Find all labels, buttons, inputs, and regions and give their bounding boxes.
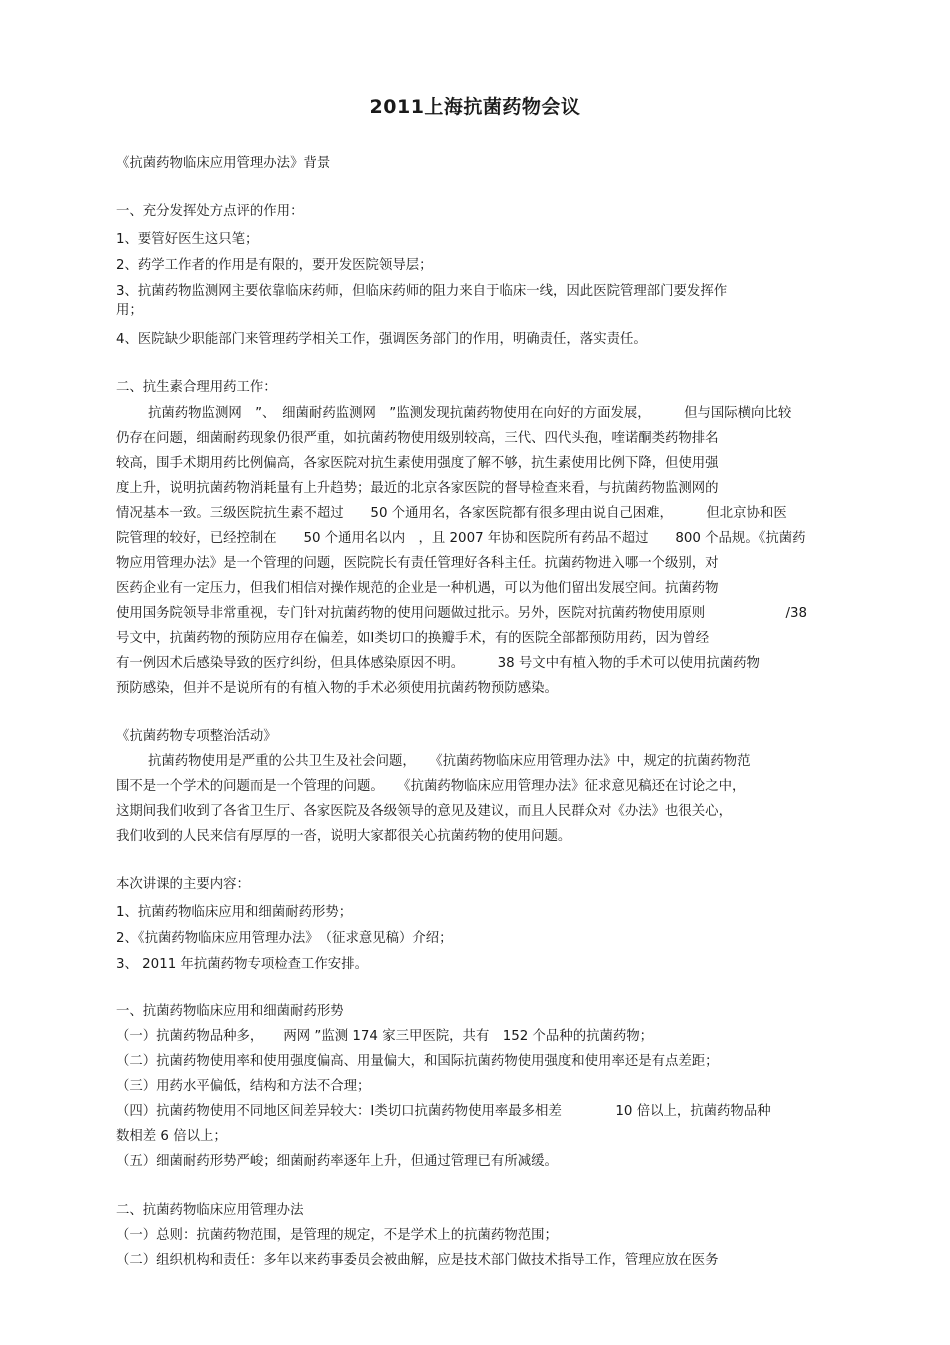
text-line: 2、药学工作者的作用是有限的，要开发医院领导层；: [116, 258, 433, 273]
text-line: 一、充分发挥处方点评的作用：: [116, 204, 304, 219]
text-line: 二、抗菌药物临床应用管理办法: [116, 1203, 304, 1218]
text-line: 1、抗菌药物临床应用和细菌耐药形势；: [116, 905, 353, 920]
text-line: 一、抗菌药物临床应用和细菌耐药形势: [116, 1004, 344, 1019]
text-line: 使用国务院领导非常重视，专门针对抗菌药物的使用问题做过批示。另外，医院对抗菌药物使用原则 /38: [116, 606, 808, 621]
text-line: （三）用药水平偏低，结构和方法不合理；: [116, 1079, 371, 1094]
text-line: 我们收到的人民来信有厚厚的一沓，说明大家都很关心抗菌药物的使用问题。: [116, 829, 572, 844]
text-line: 用；: [116, 303, 143, 318]
text-line: （一）抗菌药物品种多， 两网 ”监测 174 家三甲医院，共有 152 个品种的抗菌药物；: [116, 1029, 654, 1044]
text-line: 数相差 6 倍以上；: [116, 1129, 227, 1144]
text-line: （五）细菌耐药形势严峻；细菌耐药率逐年上升，但通过管理已有所减缓。: [116, 1154, 558, 1169]
text-line: 这期间我们收到了各省卫生厅、各家医院及各级领导的意见及建议，而且人民群众对《办法》也很关心，: [116, 804, 732, 819]
text-line: 1、要管好医生这只笔；: [116, 232, 259, 247]
text-line: 仍存在问题，细菌耐药现象仍很严重，如抗菌药物使用级别较高，三代、四代头孢，喹诺酮类药物排名: [116, 431, 719, 446]
text-line: 医药企业有一定压力，但我们相信对操作规范的企业是一种机遇，可以为他们留出发展空间。抗菌药物: [116, 581, 719, 596]
text-line: 3、抗菌药物监测网主要依靠临床药师，但临床药师的阻力来自于临床一线，因此医院管理部门要发挥作: [116, 284, 728, 299]
text-line: 有一例因术后感染导致的医疗纠纷，但具体感染原因不明。 38 号文中有植入物的手术可以使用抗菌药物: [116, 656, 760, 671]
text-line: 抗菌药物使用是严重的公共卫生及社会问题， 《抗菌药物临床应用管理办法》中，规定的抗菌药物范: [148, 754, 751, 769]
text-line: 2、《抗菌药物临床应用管理办法》 （征求意见稿）介绍；: [116, 931, 453, 946]
text-line: 围不是一个学术的问题而是一个管理的问题。 《抗菌药物临床应用管理办法》征求意见稿还在讨论之中，: [116, 779, 746, 794]
text-line: 3、 2011 年抗菌药物专项检查工作安排。: [116, 957, 368, 972]
text-line: （二）抗菌药物使用率和使用强度偏高、用量偏大，和国际抗菌药物使用强度和使用率还是有点差距；: [116, 1054, 719, 1069]
text-line: 号文中，抗菌药物的预防应用存在偏差，如Ⅰ类切口的换瓣手术，有的医院全部都预防用药，因为曾经: [116, 631, 710, 646]
text-line: 《抗菌药物专项整治活动》: [116, 729, 277, 744]
text-line: 院管理的较好，已经控制在 50 个通用名以内 ，且 2007 年协和医院所有药品不超过 800 个品规。《抗菌药: [116, 531, 806, 546]
text-line: 物应用管理办法》是一个管理的问题，医院院长有责任管理好各科主任。抗菌药物进入哪一个级别，对: [116, 556, 719, 571]
text-line: （四）抗菌药物使用不同地区间差异较大：Ⅰ类切口抗菌药物使用率最多相差 10 倍以上，抗菌药物品种: [116, 1104, 771, 1119]
text-line: 二、抗生素合理用药工作：: [116, 380, 277, 395]
text-line: 度上升，说明抗菌药物消耗量有上升趋势；最近的北京各家医院的督导检查来看，与抗菌药物监测网的: [116, 481, 719, 496]
text-line: 情况基本一致。三级医院抗生素不超过 50 个通用名，各家医院都有很多理由说自己困难， 但北京协和医: [116, 506, 787, 521]
text-line: 4、医院缺少职能部门来管理药学相关工作，强调医务部门的作用，明确责任，落实责任。: [116, 332, 647, 347]
text-line: 较高，围手术期用药比例偏高，各家医院对抗生素使用强度了解不够，抗生素使用比例下降，但使用强: [116, 456, 719, 471]
page-title: 2011上海抗菌药物会议: [369, 96, 581, 118]
text-line: 预防感染，但并不是说所有的有植入物的手术必须使用抗菌药物预防感染。: [116, 681, 558, 696]
text-line: 本次讲课的主要内容：: [116, 877, 250, 892]
text-line: （二）组织机构和责任：多年以来药事委员会被曲解，应是技术部门做技术指导工作，管理应放在医务: [116, 1253, 719, 1268]
text-line: 抗菌药物监测网 ”、 细菌耐药监测网 ”监测发现抗菌药物使用在向好的方面发展， 但与国际横向比较: [148, 406, 792, 421]
text-line: （一）总则：抗菌药物范围，是管理的规定，不是学术上的抗菌药物范围；: [116, 1228, 558, 1243]
text-line: 《抗菌药物临床应用管理办法》背景: [116, 156, 331, 171]
